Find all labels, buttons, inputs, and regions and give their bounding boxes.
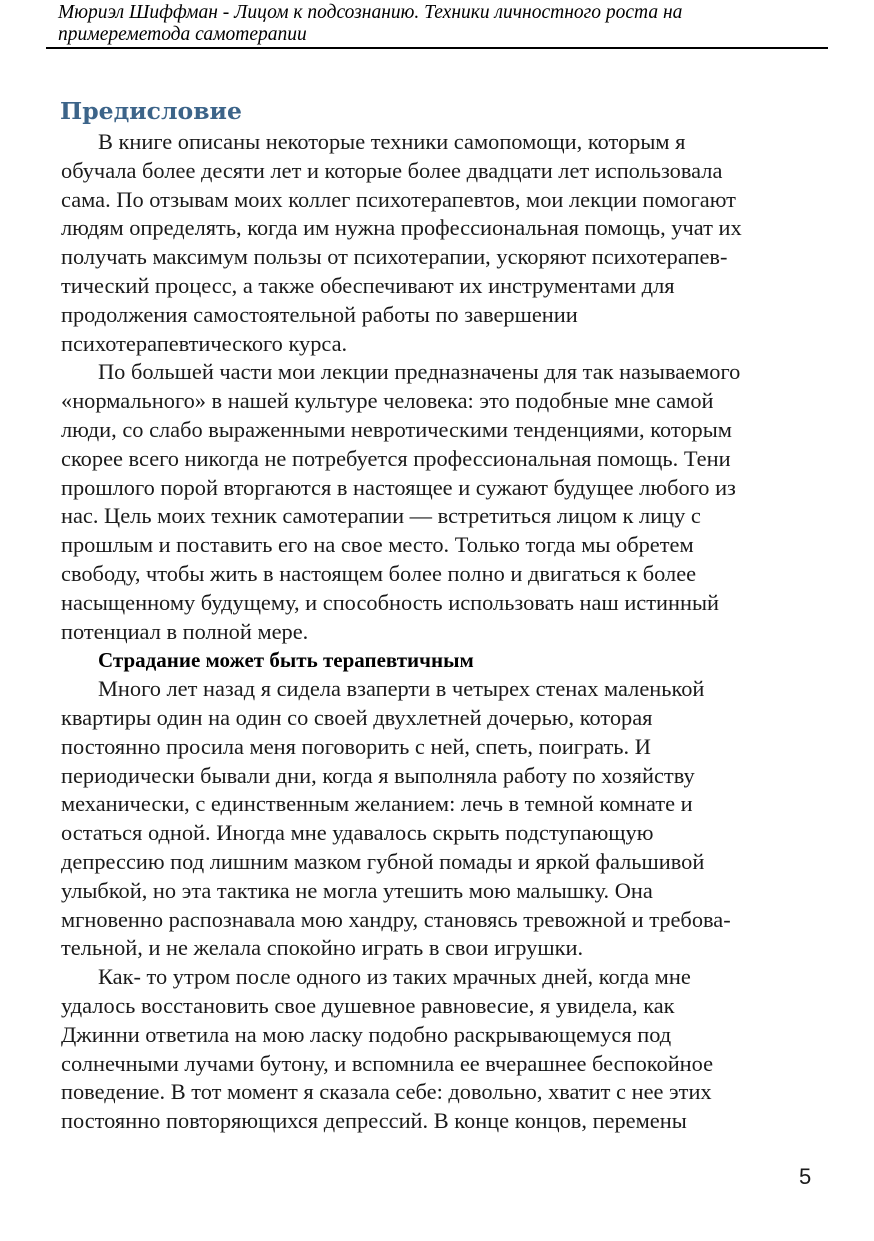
text-line: периодически бывали дни, когда я выполняла работу по хозяйству	[61, 762, 695, 788]
text-line: прошлым и поставить его на свое место. Только тогда мы обретем	[61, 532, 694, 558]
text-line: скорее всего никогда не потребуется профессиональная помощь. Тени	[61, 445, 731, 471]
text-line: тический процесс, а также обеспечивают их инструментами для	[61, 272, 675, 298]
text-line: механически, с единственным желанием: лечь в темной комнате и	[61, 791, 693, 817]
text-line: удалось восстановить свое душевное равновесие, я увидела, как	[61, 992, 675, 1018]
text-line: прошлого порой вторгаются в настоящее и сужают будущее любого из	[61, 474, 736, 500]
text-line: получать максимум пользы от психотерапии, ускоряют психотерапев-	[61, 244, 728, 270]
text-line: потенциал в полной мере.	[61, 618, 309, 644]
running-header-line-2: примереметода самотерапии	[58, 24, 307, 45]
text-line: люди, со слабо выраженными невротическими тенденциями, которым	[61, 416, 732, 442]
text-line: солнечными лучами бутону, и вспомнила ее вчерашнее беспокойное	[61, 1050, 714, 1076]
text-line: По большей части мои лекции предназначены для так называемого	[98, 359, 741, 385]
text-line: обучала более десяти лет и которые более двадцати лет использовала	[61, 157, 723, 183]
text-line: сама. По отзывам моих коллег психотерапевтов, мои лекции помогают	[61, 186, 736, 212]
running-header	[46, 2, 828, 49]
text-line: В книге описаны некоторые техники самопомощи, которым я	[98, 129, 686, 154]
text-line: нас. Цель моих техник самотерапии — встретиться лицом к лицу с	[61, 503, 701, 529]
text-line: депрессию под лишним мазком губной помады и яркой фальшивой	[61, 848, 705, 874]
section-subheading: Страдание может быть терапевтичным	[98, 648, 474, 673]
text-line: мгновенно распознавала мою хандру, становясь тревожной и требова-	[61, 906, 731, 932]
text-line: Много лет назад я сидела взаперти в четырех стенах маленькой	[98, 676, 705, 702]
paragraph-2	[61, 358, 831, 646]
chapter-title: Предисловие	[60, 97, 242, 125]
running-header-line-1: Мюриэл Шиффман - Лицом к подсознанию. Техники личностного роста на	[58, 2, 683, 23]
text-line: улыбкой, но эта тактика не могла утешить мою малышку. Она	[61, 877, 653, 903]
text-line: квартиры один на один со своей двухлетней дочерью, которая	[61, 704, 653, 730]
text-line: Джинни ответила на мою ласку подобно раскрывающемуся под	[61, 1021, 672, 1047]
page-body	[61, 128, 831, 1136]
text-line: постоянно повторяющихся депрессий. В конце концов, перемены	[61, 1108, 687, 1134]
text-line: постоянно просила меня поговорить с ней, спеть, поиграть. И	[61, 733, 651, 759]
paragraph-1	[61, 128, 831, 358]
text-line: психотерапевтического курса.	[61, 330, 348, 356]
text-line: поведение. В тот момент я сказала себе: довольно, хватит с нее этих	[61, 1079, 712, 1105]
page-number: 5	[799, 1164, 812, 1189]
text-line: свободу, чтобы жить в настоящем более полно и двигаться к более	[61, 560, 697, 586]
text-line: продолжения самостоятельной работы по завершении	[61, 301, 578, 327]
text-line: насыщенному будущему, и способность использовать наш истинный	[61, 589, 719, 615]
text-line: людям определять, когда им нужна профессиональная помощь, учат их	[61, 215, 742, 241]
text-line: тельной, и не желала спокойно играть в свои игрушки.	[61, 935, 584, 961]
paragraph-4	[61, 963, 831, 1136]
text-line: «нормального» в нашей культуре человека: это подобные мне самой	[61, 388, 714, 414]
text-line: Как- то утром после одного из таких мрачных дней, когда мне	[98, 964, 691, 990]
text-line: остаться одной. Иногда мне удавалось скрыть подступающую	[61, 820, 654, 846]
paragraph-3	[61, 675, 831, 963]
